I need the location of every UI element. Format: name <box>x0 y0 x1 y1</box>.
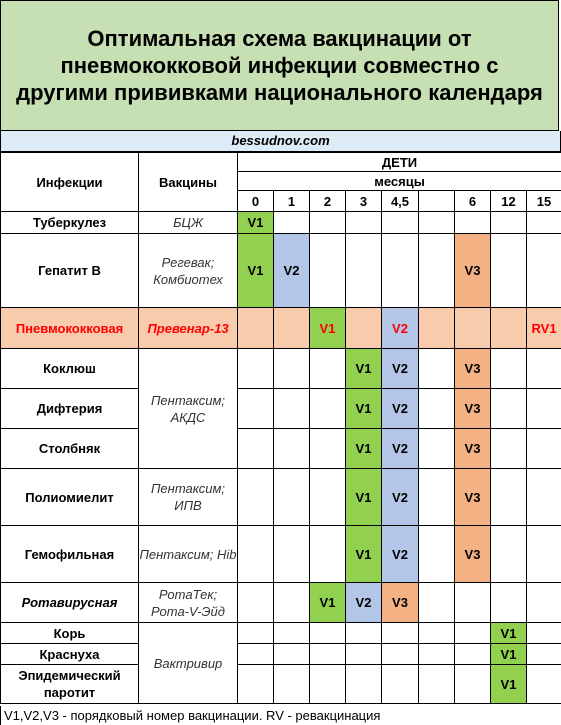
empty-cell <box>310 234 346 308</box>
empty-cell <box>346 623 382 644</box>
dose-rota-45: V3 <box>382 583 419 623</box>
empty-cell <box>238 429 274 469</box>
table-row-polio <box>1 469 561 526</box>
empty-cell <box>419 526 455 583</box>
dose-measles-12: V1 <box>491 623 527 644</box>
empty-cell <box>346 234 382 308</box>
empty-cell <box>455 665 491 704</box>
month-2: 2 <box>310 191 346 212</box>
empty-cell <box>419 644 455 665</box>
table-row-rubella <box>1 644 561 665</box>
empty-cell <box>274 349 310 389</box>
empty-cell <box>455 212 491 234</box>
empty-cell <box>274 623 310 644</box>
dose-diphtheria-3: V1 <box>346 389 382 429</box>
header-children: ДЕТИ <box>238 153 561 172</box>
header-infections: Инфекции <box>1 153 139 212</box>
empty-cell <box>382 234 419 308</box>
empty-cell <box>527 234 561 308</box>
empty-cell <box>491 349 527 389</box>
empty-cell <box>310 389 346 429</box>
month-3: 3 <box>346 191 382 212</box>
empty-cell <box>491 526 527 583</box>
table-row-hib <box>1 526 561 583</box>
vaccine-hepb: Регевак; Комбиотех <box>139 234 238 308</box>
vaccine-mmr: Вактривир <box>139 623 238 704</box>
empty-cell <box>527 389 561 429</box>
infection-polio: Полиомиелит <box>1 469 139 526</box>
empty-cell <box>382 212 419 234</box>
empty-cell <box>310 212 346 234</box>
table-row-rota <box>1 583 561 623</box>
empty-cell <box>238 583 274 623</box>
empty-cell <box>491 389 527 429</box>
empty-cell <box>238 349 274 389</box>
dose-pertussis-6: V3 <box>455 349 491 389</box>
table-row-tb <box>1 212 561 234</box>
infection-tetanus: Столбняк <box>1 429 139 469</box>
dose-pneumo-2: V1 <box>310 308 346 349</box>
infection-rota: Ротавирусная <box>1 583 139 623</box>
month-6b: 6 <box>455 191 491 212</box>
dose-tetanus-6: V3 <box>455 429 491 469</box>
infection-tb: Туберкулез <box>1 212 139 234</box>
empty-cell <box>238 665 274 704</box>
dose-mumps-12: V1 <box>491 665 527 704</box>
empty-cell <box>491 469 527 526</box>
header-months: месяцы <box>238 172 561 191</box>
empty-cell <box>310 526 346 583</box>
empty-cell <box>419 308 455 349</box>
empty-cell <box>419 623 455 644</box>
dose-polio-3: V1 <box>346 469 382 526</box>
infection-diphtheria: Дифтерия <box>1 389 139 429</box>
dose-diphtheria-45: V2 <box>382 389 419 429</box>
infection-measles: Корь <box>1 623 139 644</box>
dose-hib-6: V3 <box>455 526 491 583</box>
empty-cell <box>455 583 491 623</box>
month-12: 12 <box>491 191 527 212</box>
infection-rubella: Краснуха <box>1 644 139 665</box>
empty-cell <box>455 623 491 644</box>
dose-hepb-0: V1 <box>238 234 274 308</box>
empty-cell <box>382 623 419 644</box>
vaccine-bcg: БЦЖ <box>139 212 238 234</box>
infection-mumps: Эпидемический паротит <box>1 665 139 704</box>
empty-cell <box>346 665 382 704</box>
page-title: Оптимальная схема вакцинации от пневмококковой инфекции совместно с другими прививками национального календаря <box>0 0 559 131</box>
dose-hepb-1: V2 <box>274 234 310 308</box>
empty-cell <box>346 644 382 665</box>
dose-tb-0: V1 <box>238 212 274 234</box>
dose-polio-45: V2 <box>382 469 419 526</box>
footnote: V1,V2,V3 - порядковый номер вакцинации. RV - ревакцинация <box>0 706 561 725</box>
empty-cell <box>310 429 346 469</box>
empty-cell <box>310 623 346 644</box>
table-row-diphtheria <box>1 389 561 429</box>
empty-cell <box>310 665 346 704</box>
dose-pneumo-15: RV1 <box>527 308 561 349</box>
dose-rota-3: V2 <box>346 583 382 623</box>
dose-tetanus-45: V2 <box>382 429 419 469</box>
empty-cell <box>491 429 527 469</box>
empty-cell <box>419 469 455 526</box>
empty-cell <box>527 469 561 526</box>
vaccine-hib: Пентаксим; Hib <box>139 526 238 583</box>
empty-cell <box>310 349 346 389</box>
month-0: 0 <box>238 191 274 212</box>
empty-cell <box>527 644 561 665</box>
site-url: bessudnov.com <box>0 131 561 152</box>
infection-pertussis: Коклюш <box>1 349 139 389</box>
empty-cell <box>310 644 346 665</box>
header-vaccines: Вакцины <box>139 153 238 212</box>
table-row-pertussis <box>1 349 561 389</box>
empty-cell <box>274 526 310 583</box>
dose-diphtheria-6: V3 <box>455 389 491 429</box>
infection-hib: Гемофильная <box>1 526 139 583</box>
empty-cell <box>346 212 382 234</box>
empty-cell <box>419 429 455 469</box>
empty-cell <box>527 349 561 389</box>
dose-polio-6: V3 <box>455 469 491 526</box>
empty-cell <box>238 526 274 583</box>
dose-rubella-12: V1 <box>491 644 527 665</box>
empty-cell <box>527 623 561 644</box>
dose-tetanus-3: V1 <box>346 429 382 469</box>
schedule-table <box>0 152 561 704</box>
empty-cell <box>527 429 561 469</box>
infection-pneumo: Пневмококковая <box>1 308 139 349</box>
empty-cell <box>310 469 346 526</box>
empty-cell <box>274 469 310 526</box>
empty-cell <box>274 665 310 704</box>
infection-hepb: Гепатит В <box>1 234 139 308</box>
empty-cell <box>419 665 455 704</box>
empty-cell <box>527 665 561 704</box>
empty-cell <box>274 308 310 349</box>
vaccine-prevenar: Превенар-13 <box>139 308 238 349</box>
empty-cell <box>419 212 455 234</box>
month-1: 1 <box>274 191 310 212</box>
table-row-mumps <box>1 665 561 704</box>
empty-cell <box>527 526 561 583</box>
dose-pertussis-3: V1 <box>346 349 382 389</box>
empty-cell <box>274 644 310 665</box>
dose-rota-2: V1 <box>310 583 346 623</box>
empty-cell <box>419 234 455 308</box>
empty-cell <box>382 644 419 665</box>
table-row-hepb <box>1 234 561 308</box>
dose-pertussis-45: V2 <box>382 349 419 389</box>
empty-cell <box>238 623 274 644</box>
empty-cell <box>491 234 527 308</box>
empty-cell <box>419 349 455 389</box>
empty-cell <box>238 644 274 665</box>
empty-cell <box>238 469 274 526</box>
empty-cell <box>274 389 310 429</box>
empty-cell <box>274 583 310 623</box>
empty-cell <box>238 308 274 349</box>
dose-hib-3: V1 <box>346 526 382 583</box>
empty-cell <box>382 665 419 704</box>
vaccine-rota: РотаТек; Рота-V-Эйд <box>139 583 238 623</box>
dose-hib-45: V2 <box>382 526 419 583</box>
dose-pneumo-45: V2 <box>382 308 419 349</box>
vaccine-polio: Пентаксим; ИПВ <box>139 469 238 526</box>
month-4-5: 4,5 <box>382 191 419 212</box>
empty-cell <box>491 583 527 623</box>
empty-cell <box>419 389 455 429</box>
table-row-tetanus <box>1 429 561 469</box>
month-6 <box>419 191 455 212</box>
table-row-pneumo <box>1 308 561 349</box>
empty-cell <box>527 212 561 234</box>
empty-cell <box>238 389 274 429</box>
empty-cell <box>491 212 527 234</box>
empty-cell <box>455 308 491 349</box>
empty-cell <box>274 212 310 234</box>
month-15: 15 <box>527 191 561 212</box>
empty-cell <box>527 583 561 623</box>
vaccine-dtp: Пентаксим; АКДС <box>139 349 238 469</box>
table-row-measles <box>1 623 561 644</box>
empty-cell <box>491 308 527 349</box>
empty-cell <box>455 644 491 665</box>
empty-cell <box>274 429 310 469</box>
empty-cell <box>346 308 382 349</box>
dose-hepb-6: V3 <box>455 234 491 308</box>
empty-cell <box>419 583 455 623</box>
